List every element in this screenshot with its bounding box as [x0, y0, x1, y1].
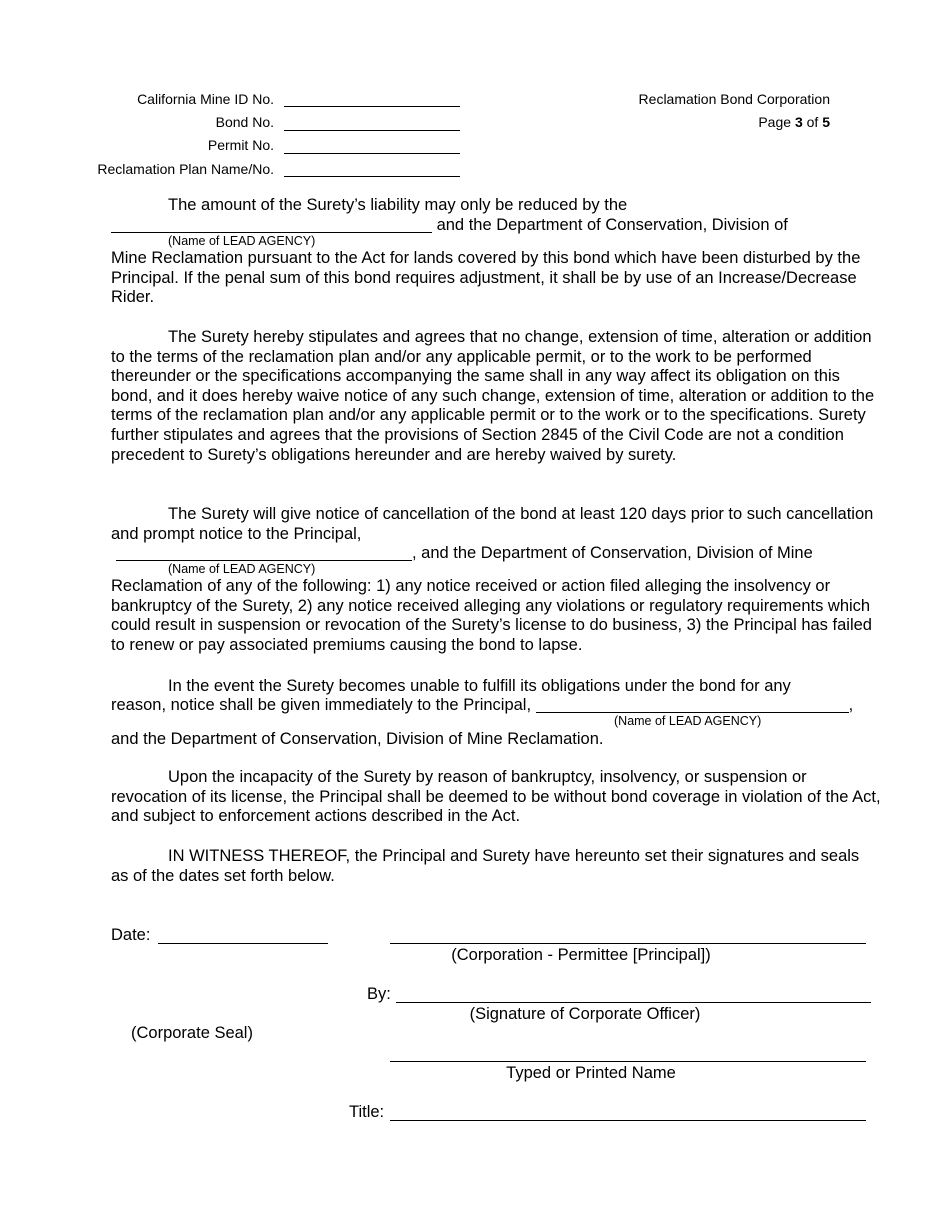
p2 [111, 328, 881, 465]
p4-line2 [111, 696, 853, 715]
lead-agency-caption-3: (Name of LEAD AGENCY) [614, 714, 762, 728]
p6-text: IN WITNESS THEREOF, the Principal and Surety have hereunto set their signatures and seals as of the dates set forth below. [111, 847, 860, 885]
page-prefix: Page [758, 114, 795, 130]
p3-line1-text: The Surety will give notice of cancellation of the bond at least 120 days prior to such cancellation and prompt notice to the Principal, [111, 505, 874, 543]
mine-id-label: California Mine ID No. [137, 91, 274, 107]
p3-line2 [116, 544, 813, 563]
p4-rest: and the Department of Conservation, Division of Mine Reclamation. [111, 730, 604, 748]
p3-line1 [111, 505, 881, 544]
by-label: By: [367, 985, 391, 1003]
bond-no-label: Bond No. [215, 114, 274, 130]
lead-agency-blank-2[interactable] [116, 544, 412, 561]
title-label: Title: [349, 1103, 385, 1121]
p6 [111, 847, 881, 886]
lead-agency-blank-3[interactable] [536, 696, 849, 713]
reclamation-plan-label: Reclamation Plan Name/No. [97, 161, 274, 177]
page-current: 3 [794, 114, 803, 130]
printed-name-caption: Typed or Printed Name [506, 1064, 676, 1082]
corporate-seal: (Corporate Seal) [131, 1024, 253, 1042]
page-of: of [802, 114, 823, 130]
date-label: Date: [111, 926, 151, 944]
permit-no-field[interactable] [284, 139, 460, 154]
title-field[interactable] [390, 1104, 866, 1121]
reclamation-plan-field[interactable] [284, 162, 460, 177]
permit-no-label: Permit No. [207, 137, 274, 153]
officer-signature-line[interactable] [396, 986, 871, 1003]
p5 [111, 768, 881, 827]
p4-line1: In the event the Surety becomes unable to fulfill its obligations under the bond for any [168, 677, 791, 695]
mine-id-field[interactable] [284, 92, 460, 107]
p3-line2-after: , and the Department of Conservation, Division of Mine [412, 544, 813, 562]
officer-caption: (Signature of Corporate Officer) [469, 1005, 701, 1023]
p4-comma: , [848, 696, 854, 714]
bond-no-field[interactable] [284, 116, 460, 131]
page-total: 5 [822, 114, 830, 130]
page-indicator [758, 114, 830, 130]
lead-agency-caption-2: (Name of LEAD AGENCY) [168, 562, 316, 576]
p1-line2 [111, 216, 788, 235]
p1-line2-after: and the Department of Conservation, Division of [432, 216, 788, 234]
p3-rest: Reclamation of any of the following: 1) any notice received or action filed alleging the insolvency or bankruptcy of the Surety, 2) any notice received alleging any violations or regulatory requirements which could result in suspension or revocation of the Surety’s license to do business, 3) the Principal has failed to renew or pay associated premiums causing the bond to lapse. [111, 577, 872, 654]
corporation-caption: (Corporation - Permittee [Principal]) [451, 946, 711, 964]
date-field[interactable] [158, 927, 328, 944]
lead-agency-caption-1: (Name of LEAD AGENCY) [168, 234, 316, 248]
p4-line2-before: reason, notice shall be given immediately to the Principal, [111, 696, 536, 714]
p1-rest: Mine Reclamation pursuant to the Act for lands covered by this bond which have been disturbed by the Principal. If the penal sum of this bond requires adjustment, it shall be by use of an Increase/Decrease Rider. [111, 249, 861, 307]
p1-line1: The amount of the Surety’s liability may only be reduced by the [168, 196, 628, 214]
corporation-signature-line[interactable] [390, 927, 866, 944]
p2-text: The Surety hereby stipulates and agrees that no change, extension of time, alteration or addition to the terms of the reclamation plan and/or any applicable permit, or to the work to be performed thereunder or the specifications accompanying the same shall in any way affect its obligation on this bond, and it does hereby waive notice of any such change, extension of time, alteration or addition to the terms of the reclamation plan and/or any applicable permit or to the work or to the specifications. Surety further stipulates and agrees that the provisions of Section 2845 of the Civil Code are not a condition precedent to Surety’s obligations hereunder and are hereby waived by surety. [111, 328, 875, 464]
printed-name-line[interactable] [390, 1045, 866, 1062]
company-name: Reclamation Bond Corporation [638, 91, 830, 107]
lead-agency-blank-1[interactable] [111, 216, 432, 233]
p5-text: Upon the incapacity of the Surety by reason of bankruptcy, insolvency, or suspension or revocation of its license, the Principal shall be deemed to be without bond coverage in violation of the Act, and subject to enforcement actions described in the Act. [111, 768, 881, 826]
